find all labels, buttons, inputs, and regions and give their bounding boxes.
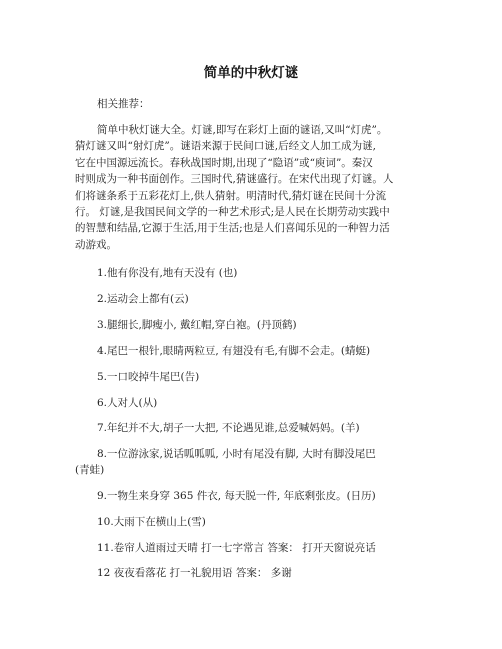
riddle-item: 3.腿细长,脚瘦小, 戴红帽,穿白袍。(丹顶鹤): [97, 319, 297, 331]
riddle-item-continuation: (青蛙): [75, 464, 105, 476]
riddle-item: 10.大雨下在横山上(雪): [97, 516, 206, 528]
intro-line: 它在中国源远流长。春秋战国时期,出现了“隐语”或“庾词”。秦汉: [75, 156, 373, 169]
riddle-item: 2.运动会上都有(云): [97, 293, 189, 305]
intro-line: 们将谜条系于五彩花灯上,供人猜射。明清时代,猜灯谜在民间十分流: [75, 189, 387, 202]
intro-paragraph: [75, 122, 440, 253]
riddle-item: 9.一物生来身穿 365 件衣, 每天脱一件, 年底剩张皮。(日历): [97, 490, 376, 502]
riddle-item: 1.他有你没有,地有天没有 (也): [97, 267, 238, 279]
riddle-item: 5.一口咬掉牛尾巴(告): [97, 371, 200, 383]
related-recommendation-label: 相关推荐：: [97, 98, 150, 110]
document-title: 简单的中秋灯谜: [203, 65, 299, 81]
intro-line: 动游戏。: [75, 238, 117, 251]
intro-line: 行。 灯谜,是我国民间文学的一种艺术形式;是人民在长期劳动实践中: [75, 206, 390, 219]
riddle-item: 7.年纪并不大,胡子一大把, 不论遇见谁,总爱喊妈妈。(羊): [97, 422, 360, 434]
riddle-item: 4.尾巴一根针,眼睛两粒豆, 有翅没有毛,有脚不会走。(蜻蜓): [97, 345, 371, 357]
intro-line: 猜灯谜又叫“射灯虎”。谜语来源于民间口谜,后经文人加工成为谜,: [75, 140, 376, 153]
intro-line: 简单中秋灯谜大全。灯谜,即写在彩灯上面的谜语,又叫“灯虎”。: [97, 124, 388, 136]
riddle-item: 12 夜夜看落花 打一礼貌用语 答案： 多谢: [97, 567, 292, 579]
intro-line: 时则成为一种书面创作。三国时代,猜谜盛行。在宋代出现了灯谜。人: [75, 173, 394, 186]
intro-line: 的智慧和结晶,它源于生活,用于生活;也是人们喜闻乐见的一种智力活: [75, 222, 390, 235]
riddle-item: 11.卷帘人道雨过天晴 打一七字常言 答案： 打开天窗说亮话: [97, 542, 376, 554]
riddle-item: 6.人对人(从): [97, 397, 158, 409]
riddle-item: 8.一位游泳家,说话呱呱呱, 小时有尾没有脚, 大时有脚没尾巴: [97, 448, 376, 460]
